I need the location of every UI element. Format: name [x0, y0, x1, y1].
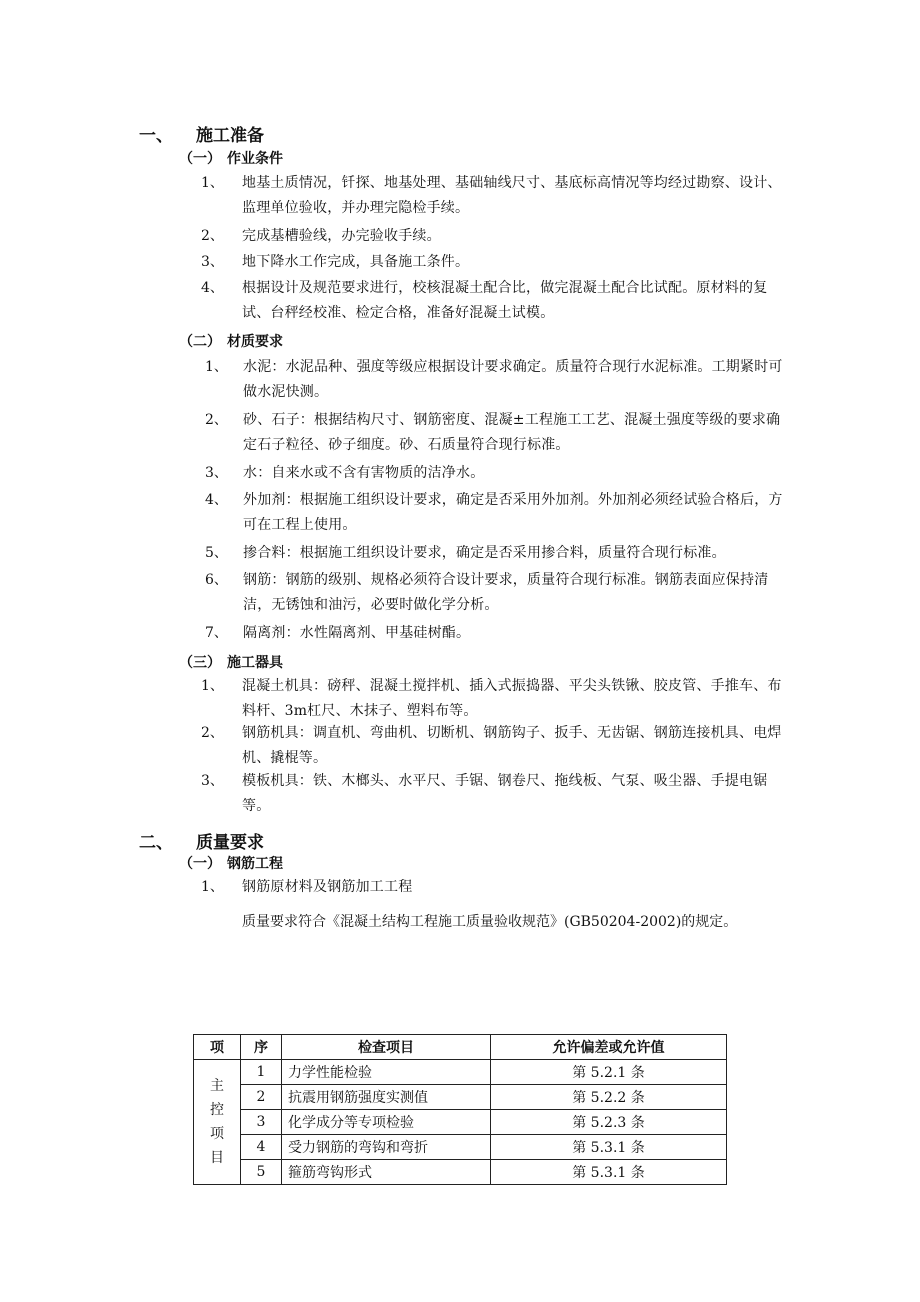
seq-cell: 2	[241, 1085, 282, 1110]
quality-paragraph: 质量要求符合《混凝土结构工程施工质量验收规范》(GB50204-2002)的规定。	[242, 914, 738, 930]
item-number: 2、	[201, 228, 224, 244]
item-number: 4、	[201, 280, 224, 296]
subsection-title: 钢筋工程	[227, 856, 283, 872]
item-text: 混凝土机具：磅秤、混凝土搅拌机、插入式振捣器、平尖头铁锹、胶皮管、手推车、布料杆、3m杠尺、木抹子、塑料布等。	[242, 678, 782, 719]
item-cell: 力学性能检验	[282, 1060, 491, 1085]
item-number: 7、	[205, 625, 228, 641]
item-number: 3、	[201, 254, 224, 270]
table-row	[194, 1110, 727, 1135]
item-number: 6、	[205, 572, 228, 588]
category-char: 控	[210, 1102, 224, 1118]
item-cell: 受力钢筋的弯钩和弯折	[282, 1135, 491, 1160]
category-char: 项	[210, 1126, 224, 1142]
item-number: 1、	[201, 879, 224, 895]
value-cell: 第 5.2.2 条	[491, 1085, 727, 1110]
section-number: 一、	[139, 126, 173, 146]
seq-cell: 3	[241, 1110, 282, 1135]
item-number: 3、	[205, 465, 228, 481]
table-row	[194, 1160, 727, 1185]
item-text: 钢筋机具：调直机、弯曲机、切断机、钢筋钩子、扳手、无齿锯、钢筋连接机具、电焊机、撬棍等。	[242, 725, 782, 766]
item-text: 外加剂：根据施工组织设计要求，确定是否采用外加剂。外加剂必须经试验合格后，方可在工程上使用。	[243, 492, 783, 533]
value-cell: 第 5.2.3 条	[491, 1110, 727, 1135]
item-text: 模板机具：铁、木榔头、水平尺、手锯、钢卷尺、拖线板、气泵、吸尘器、手提电锯等。	[242, 773, 768, 814]
item-text: 地下降水工作完成，具备施工条件。	[242, 254, 470, 270]
value-cell: 第 5.2.1 条	[491, 1060, 727, 1085]
item-cell: 抗震用钢筋强度实测值	[282, 1085, 491, 1110]
item-number: 1、	[205, 359, 228, 375]
table-row	[194, 1135, 727, 1160]
section-title: 施工准备	[196, 126, 264, 146]
category-char: 目	[210, 1150, 224, 1166]
value-cell: 第 5.3.1 条	[491, 1135, 727, 1160]
item-text: 隔离剂：水性隔离剂、甲基硅树酯。	[243, 625, 471, 641]
value-cell: 第 5.3.1 条	[491, 1160, 727, 1185]
item-text: 钢筋：钢筋的级别、规格必须符合设计要求，质量符合现行标准。钢筋表面应保持清洁，无锈蚀和油污，必要时做化学分析。	[243, 572, 769, 613]
subsection-number: （三）	[179, 655, 221, 671]
category-char: 主	[210, 1078, 224, 1094]
table-row	[194, 1060, 727, 1085]
subsection-number: （一）	[179, 151, 221, 167]
seq-cell: 5	[241, 1160, 282, 1185]
category-cell	[194, 1060, 241, 1185]
item-text: 完成基槽验线，办完验收手续。	[242, 228, 441, 244]
table-row	[194, 1085, 727, 1110]
subsection-title: 施工器具	[227, 655, 283, 671]
subsection-number: （二）	[179, 334, 221, 350]
item-text: 掺合料：根据施工组织设计要求，确定是否采用掺合料，质量符合现行标准。	[243, 545, 726, 561]
seq-cell: 1	[241, 1060, 282, 1085]
header-category: 项	[194, 1035, 241, 1060]
table-header-row	[194, 1035, 727, 1060]
item-text: 砂、石子：根据结构尺寸、钢筋密度、混凝±工程施工工艺、混凝土强度等级的要求确定石子粒径、砂子细度。砂、石质量符合现行标准。	[243, 412, 781, 453]
item-text: 根据设计及规范要求进行，校核混凝土配合比，做完混凝土配合比试配。原材料的复试、台秤经校准、检定合格，准备好混凝土试模。	[242, 280, 768, 321]
header-seq: 序	[241, 1035, 282, 1060]
section-number: 二、	[139, 833, 173, 853]
item-number: 1、	[201, 678, 224, 694]
item-text: 水泥：水泥品种、强度等级应根据设计要求确定。质量符合现行水泥标准。工期紧时可做水泥快测。	[243, 359, 783, 400]
item-text: 水：自来水或不含有害物质的洁净水。	[243, 465, 485, 481]
item-number: 5、	[205, 545, 228, 561]
item-text: 地基土质情况，钎探、地基处理、基础轴线尺寸、基底标高情况等均经过勘察、设计、监理单位验收，并办理完隐检手续。	[242, 175, 782, 216]
seq-cell: 4	[241, 1135, 282, 1160]
item-number: 4、	[205, 492, 228, 508]
item-number: 2、	[205, 412, 228, 428]
item-number: 2、	[201, 725, 224, 741]
subsection-title: 作业条件	[227, 151, 283, 167]
subsection-title: 材质要求	[227, 334, 283, 350]
section-title: 质量要求	[196, 833, 264, 853]
item-cell: 化学成分等专项检验	[282, 1110, 491, 1135]
inspection-table	[193, 1034, 727, 1185]
subsection-number: （一）	[179, 856, 221, 872]
item-number: 3、	[201, 773, 224, 789]
item-text: 钢筋原材料及钢筋加工工程	[242, 879, 413, 895]
item-cell: 箍筋弯钩形式	[282, 1160, 491, 1185]
item-number: 1、	[201, 175, 224, 191]
header-value: 允许偏差或允许值	[491, 1035, 727, 1060]
header-item: 检查项目	[282, 1035, 491, 1060]
